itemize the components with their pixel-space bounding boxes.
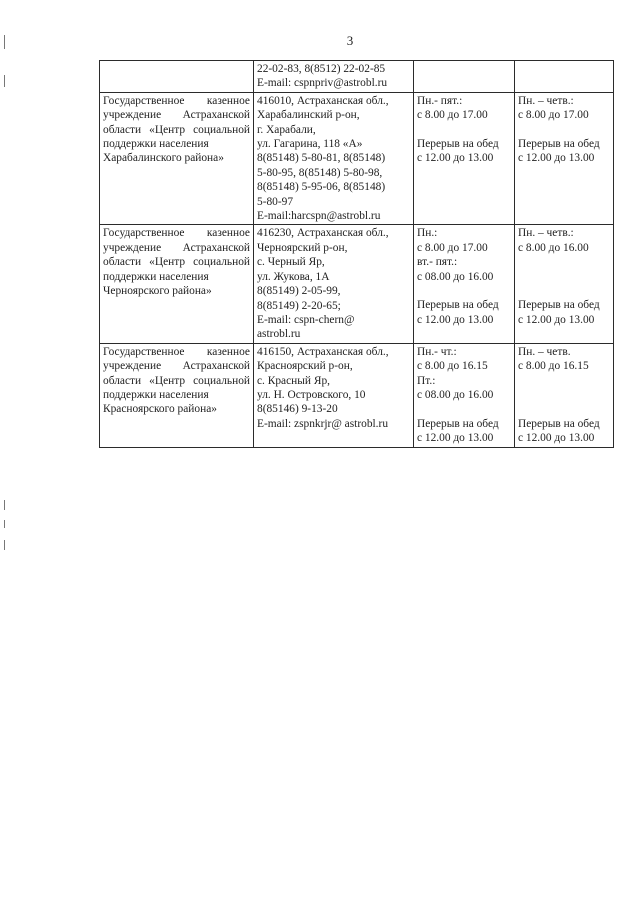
cell-line: с 08.00 до 16.00 [417,388,494,401]
cell-line: 5-80-97 [257,195,294,208]
cell-line: Черноярский р-он, [257,241,348,254]
cell-line [518,284,610,298]
cell-line: с 12.00 до 13.00 [417,313,494,326]
cell-line: с 12.00 до 13.00 [518,313,595,326]
cell-line: Государственное казенное [103,227,250,240]
table-row [100,92,614,225]
cell-line: с. Черный Яр, [257,256,325,269]
cell-line: учреждение Астраханской [103,109,250,122]
cell-line: 8(85148) 5-80-81, 8(85148) [257,152,386,165]
working-hours-alt-cell [515,343,614,447]
cell-line: с 12.00 до 13.00 [518,152,595,165]
cell-line: с 8.00 до 17.00 [417,109,488,122]
cell-line: Харабалинского района» [103,152,224,165]
organization-cell [100,61,254,93]
cell-line [518,255,610,269]
table-row [100,61,614,93]
cell-line: учреждение Астраханской [103,241,250,254]
cell-line: учреждение Астраханской [103,360,250,373]
cell-line: Перерыв на обед [518,299,600,312]
institutions-contact-table [99,60,614,448]
working-hours-alt-cell [515,225,614,343]
cell-line [518,402,610,416]
cell-line: Пн. – четв. [518,345,571,358]
cell-line: Черноярского района» [103,285,212,298]
page-number: 3 [346,33,354,48]
address-cell [254,61,414,93]
working-hours-cell [414,92,515,225]
cell-line: Пн.: [417,227,438,240]
cell-line: с 12.00 до 13.00 [518,432,595,445]
address-cell [254,92,414,225]
organization-cell [100,343,254,447]
cell-line: поддержки населения [103,270,209,283]
cell-line [417,284,511,298]
cell-line: с 8.00 до 16.15 [518,360,589,373]
cell-line: области «Центр социальной [103,256,250,269]
cell-line: Пн. – четв.: [518,94,574,107]
cell-line: с 8.00 до 16.00 [518,241,589,254]
cell-line: Пн.- чт.: [417,345,457,358]
cell-line: 416230, Астраханская обл., [257,227,389,240]
cell-line: Перерыв на обед [417,417,499,430]
cell-line: 8(85148) 5-95-06, 8(85148) [257,181,386,194]
cell-line: Перерыв на обед [417,138,499,151]
cell-line: г. Харабали, [257,123,316,136]
cell-line: Красноярский р-он, [257,360,353,373]
scan-edge-marks [4,20,7,580]
address-cell [254,225,414,343]
organization-cell [100,92,254,225]
cell-line: с 08.00 до 16.00 [417,270,494,283]
cell-line: Перерыв на обед [417,299,499,312]
cell-line [518,374,610,388]
cell-line: вт.- пят.: [417,256,458,269]
cell-line: E-mail: cspnpriv@astrobl.ru [257,77,388,90]
table-row [100,343,614,447]
cell-line: Перерыв на обед [518,138,600,151]
cell-line: поддержки населения [103,138,209,151]
cell-line [518,388,610,402]
working-hours-alt-cell [515,61,614,93]
working-hours-cell [414,61,515,93]
cell-line: Красноярского района» [103,403,217,416]
cell-line: Государственное казенное [103,94,250,107]
cell-line: 8(85149) 2-05-99, [257,285,341,298]
cell-line: с 12.00 до 13.00 [417,152,494,165]
cell-line: 5-80-95, 8(85148) 5-80-98, [257,166,383,179]
cell-line: Пн.- пят.: [417,94,463,107]
cell-line: astrobl.ru [257,328,301,341]
cell-line: ул. Жукова, 1А [257,270,330,283]
cell-line: 8(85149) 2-20-65; [257,299,341,312]
cell-line [417,123,511,137]
cell-line [518,123,610,137]
cell-line: с 12.00 до 13.00 [417,432,494,445]
address-cell [254,343,414,447]
cell-line: 416150, Астраханская обл., [257,345,389,358]
cell-line: 416010, Астраханская обл., [257,94,389,107]
cell-line: 22-02-83, 8(8512) 22-02-85 [257,63,386,75]
working-hours-cell [414,343,515,447]
cell-line: Пн. – четв.: [518,227,574,240]
table-row [100,225,614,343]
cell-line: ул. Н. Островского, 10 [257,388,366,401]
cell-line: 8(85146) 9-13-20 [257,403,338,416]
cell-line: Перерыв на обед [518,417,600,430]
cell-line: Пт.: [417,374,436,387]
cell-line [518,270,610,284]
cell-line: с 8.00 до 16.15 [417,360,488,373]
cell-line: области «Центр социальной [103,374,250,387]
cell-line: с 8.00 до 17.00 [417,241,488,254]
working-hours-alt-cell [515,92,614,225]
cell-line: поддержки населения [103,388,209,401]
working-hours-cell [414,225,515,343]
cell-line: E-mail:harcspn@astrobl.ru [257,210,381,223]
cell-line: области «Центр социальной [103,123,250,136]
cell-line: E-mail: zspnkrjr@ astrobl.ru [257,417,389,430]
cell-line: Государственное казенное [103,345,250,358]
cell-line: E-mail: cspn-chern@ [257,313,355,326]
organization-cell [100,225,254,343]
cell-line: Харабалинский р-он, [257,109,360,122]
cell-line [417,402,511,416]
cell-line: с. Красный Яр, [257,374,330,387]
cell-line: ул. Гагарина, 118 «А» [257,138,363,151]
cell-line: с 8.00 до 17.00 [518,109,589,122]
